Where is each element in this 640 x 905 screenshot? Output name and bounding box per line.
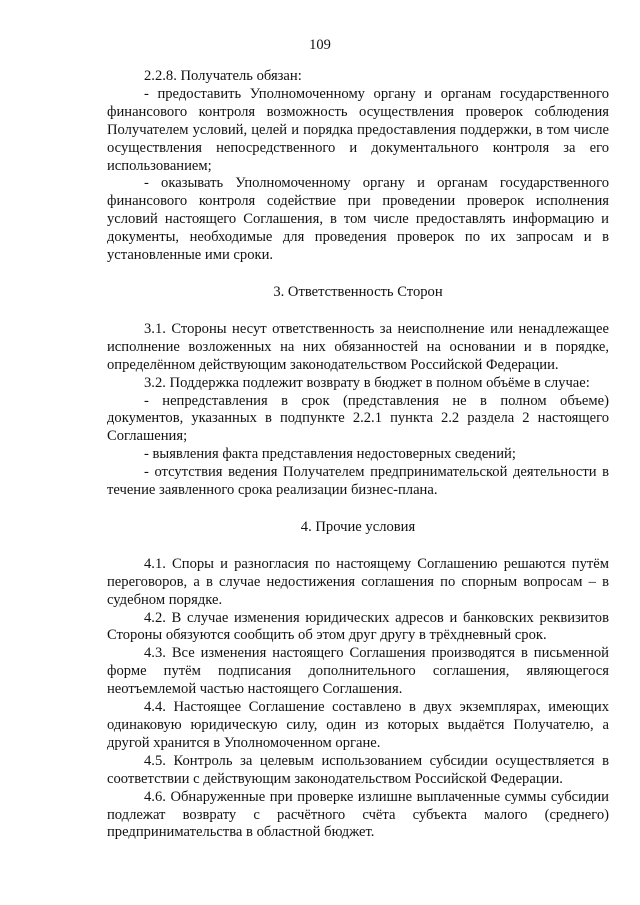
clause-4-2: 4.2. В случае изменения юридических адресов и банковских реквизитов Стороны обязуются сообщить об этом друг другу в трёхдневный срок. [107, 609, 609, 644]
spacer [107, 302, 609, 321]
clause-2-2-8-item-1: - предоставить Уполномоченному органу и органам государственного финансового контроля возможность осуществления проверок соблюдения Получателем условий, целей и порядка предоставления поддержки, в том числе осуществления непосредственного и документального контроля за его использованием; [107, 85, 609, 174]
clause-3-2-item-3: - отсутствия ведения Получателем предпринимательской деятельности в течение заявленного срока реализации бизнес-плана. [107, 464, 609, 499]
clause-4-3: 4.3. Все изменения настоящего Соглашения производятся в письменной форме путём подписания дополнительного соглашения, являющегося неотъемлемой частью настоящего Соглашения. [107, 645, 609, 698]
spacer [107, 265, 609, 284]
clause-2-2-8: 2.2.8. Получатель обязан: [144, 68, 302, 84]
clause-3-2: 3.2. Поддержка подлежит возврату в бюджет в полном объёме в случае: [144, 374, 590, 391]
section-3-heading: 3. Ответственность Сторон [273, 283, 443, 300]
clause-3-2-item-1: - непредставления в срок (представления не в полном объеме) документов, указанных в подпункте 2.2.1 пункта 2.2 раздела 2 настоящего Соглашения; [107, 392, 609, 445]
spacer [107, 500, 609, 519]
clause-4-5: 4.5. Контроль за целевым использованием субсидии осуществляется в соответствии с действующим законодательством Российской Федерации. [107, 752, 609, 787]
document-body [107, 68, 609, 842]
clause-4-1: 4.1. Споры и разногласия по настоящему Соглашению решаются путём переговоров, а в случае недостижения соглашения по спорным вопросам – в судебном порядке. [107, 555, 609, 608]
spacer [107, 537, 609, 556]
clause-2-2-8-item-2: - оказывать Уполномоченному органу и органам государственного финансового контроля содействие при проведении проверок исполнения условий настоящего Соглашения, в том числе предоставлять информацию и документы, необходимые для проведения проверок по их запросам и в установленные ими сроки. [107, 175, 609, 264]
clause-4-6: 4.6. Обнаруженные при проверке излишне выплаченные суммы субсидии подлежат возврату с расчётного счёта субъекта малого (среднего) предпринимательства в областной бюджет. [107, 788, 609, 841]
clause-3-1: 3.1. Стороны несут ответственность за неисполнение или ненадлежащее исполнение возложенных на них обязанностей на основании и в порядке, определённом действующим законодательством Российской Федерации. [107, 320, 609, 373]
page-number: 109 [309, 37, 331, 53]
clause-4-4: 4.4. Настоящее Соглашение составлено в двух экземплярах, имеющих одинаковую юридическую силу, один из которых выдаётся Получателю, а другой хранится в Уполномоченном органе. [107, 699, 609, 751]
clause-3-2-item-2: - выявления факта представления недостоверных сведений; [144, 446, 516, 463]
section-4-heading: 4. Прочие условия [300, 518, 416, 535]
